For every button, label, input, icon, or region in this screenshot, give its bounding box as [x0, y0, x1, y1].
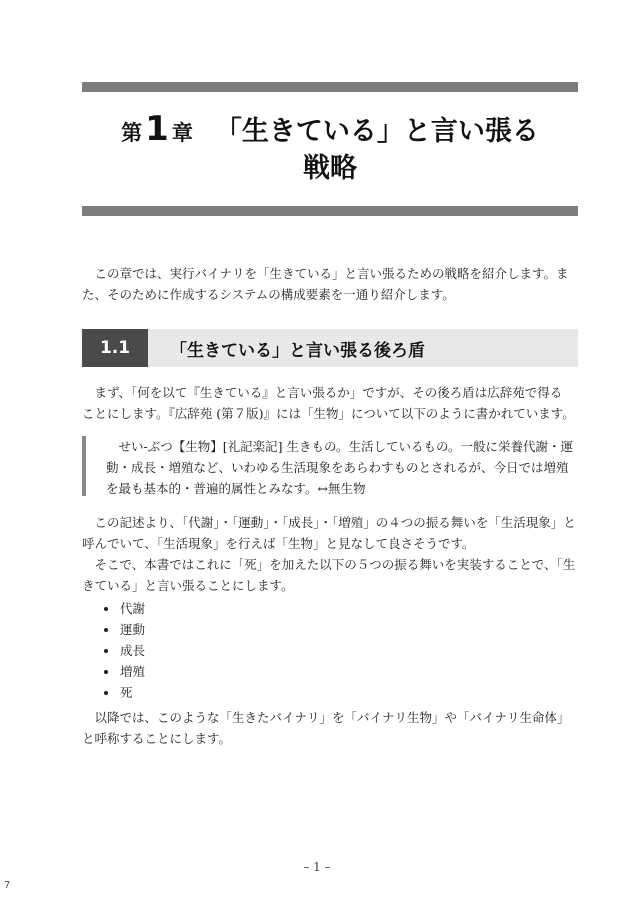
para5-line2: と呼称することにします。 — [82, 731, 232, 746]
body-paragraph-1 — [82, 382, 578, 424]
chapter-title-line1 — [82, 109, 578, 151]
dictionary-quote — [82, 436, 578, 496]
body-paragraph-3 — [82, 707, 578, 749]
corner-mark: 7 — [4, 880, 11, 891]
chapter-top-rule — [82, 82, 578, 92]
para2-line2: ことにします。『広辞苑 (第７版)』には「生物」について以下のように書かれています。 — [82, 406, 575, 421]
para5-line1: 以降では、このような「生きたバイナリ」を「バイナリ生物」や「バイナリ生命体」 — [94, 710, 570, 725]
list-item: 増殖 — [104, 661, 145, 682]
chapter-title-text-line1: 「生きている」と言い張る — [214, 116, 539, 147]
page-number: – 1 – — [303, 860, 331, 874]
chapter-number: 1 — [145, 109, 169, 149]
quote-line3: を最も基本的・普遍的属性とみなす。↔無生物 — [106, 481, 366, 496]
para4-line1: そこで、本書ではこれに「死」を加えた以下の５つの振る舞いを実装することで、「生 — [94, 557, 576, 572]
list-item: 死 — [104, 682, 145, 703]
bullet-icon — [104, 670, 108, 674]
bullet-icon — [104, 607, 108, 611]
chapter-prefix: 第 — [121, 121, 143, 145]
bullet-icon — [104, 628, 108, 632]
chapter-bottom-rule — [82, 206, 578, 216]
quote-line2: 動・成長・増殖など、いわゆる生活現象をあらわすものとされるが、今日では増殖 — [106, 460, 569, 475]
para2-line1: まず、「何を以て『生きている』と言い張るか」ですが、その後ろ盾は広辞苑で得る — [94, 385, 563, 400]
section-header — [82, 329, 578, 367]
section-number: 1.1 — [82, 329, 148, 367]
bullet-icon — [104, 649, 108, 653]
intro-line2: た、そのために作成するシステムの構成要素を一通り紹介します。 — [82, 287, 455, 302]
quote-line1: せい-ぶつ【生物】[礼記楽記] 生きもの。生活しているもの。一般に栄養代謝・運 — [118, 439, 573, 454]
para3-line1: この記述より、「代謝」・「運動」・「成長」・「増殖」の４つの振る舞いを「生活現象」と — [94, 515, 576, 530]
para4-line2: きている」と言い張ることにします。 — [82, 578, 294, 593]
behavior-list — [104, 598, 145, 703]
intro-line1: この章では、実行バイナリを「生きている」と言い張るための戦略を紹介します。ま — [94, 266, 569, 281]
section-title: 「生きている」と言い張る後ろ盾 — [170, 340, 425, 361]
list-item: 運動 — [104, 619, 145, 640]
para3-line2: 呼んでいて、「生活現象」を行えば「生物」と見なして良さそうです。 — [82, 536, 475, 551]
intro-paragraph — [82, 263, 578, 305]
bullet-icon — [104, 691, 108, 695]
chapter-suffix: 章 — [171, 121, 193, 145]
chapter-title-text-line2: 戦略 — [303, 153, 357, 184]
body-paragraph-2 — [82, 512, 578, 596]
chapter-title — [82, 109, 578, 186]
list-item: 成長 — [104, 640, 145, 661]
list-item: 代謝 — [104, 598, 145, 619]
